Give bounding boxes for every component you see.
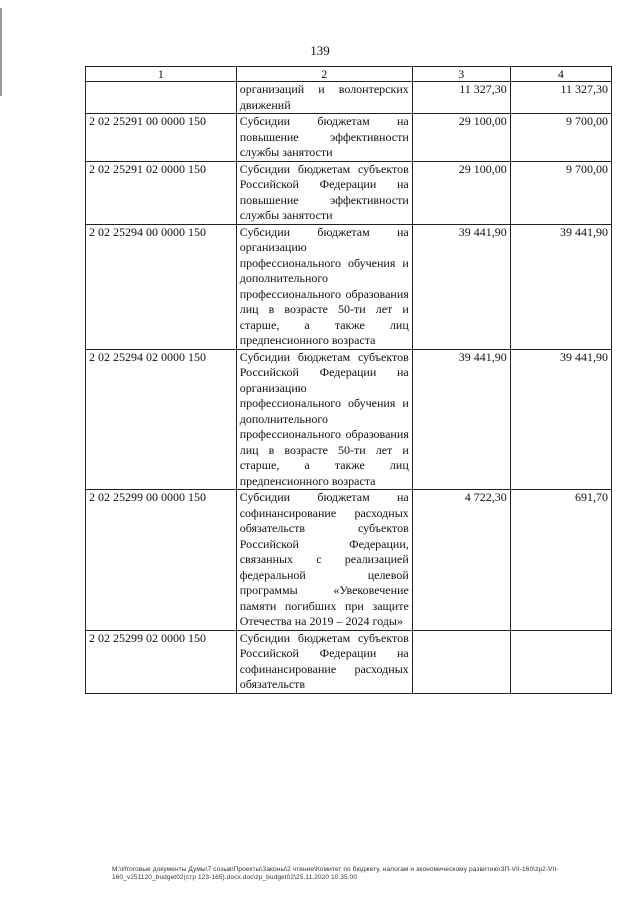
table-row	[86, 161, 612, 224]
row-code: 2 02 25299 00 0000 150	[86, 490, 237, 631]
row-code: 2 02 25294 00 0000 150	[86, 224, 237, 349]
row-name: Субсидии бюджетам на организацию профессионального обучения и дополнительного профессионального образования лиц в возрасте 50-ти лет и старше, а также лиц предпенсионного возраста	[236, 224, 412, 349]
table-row	[86, 490, 612, 631]
row-name: Субсидии бюджетам на софинансирование расходных обязательств субъектов Российской Федерации, связанных с реализацией федеральной целевой программы «Увековечение памяти погибших при защите Отечества на 2019 – 2024 годы»	[236, 490, 412, 631]
row-value-col3: 4 722,30	[412, 490, 510, 631]
header-cell: 3	[412, 67, 510, 82]
row-name: Субсидии бюджетам субъектов Российской Федерации на организацию профессионального обучения и дополнительного профессионального образования лиц в возрасте 50-ти лет и старше, а также лиц предпенсионного возраста	[236, 349, 412, 490]
row-value-col3: 39 441,90	[412, 349, 510, 490]
row-code: 2 02 25294 02 0000 150	[86, 349, 237, 490]
table-row	[86, 224, 612, 349]
file-path-footer: M:\Итоговые документы Думы\7 созыв\Проекты\Законы\2 чтение\Комитет по бюджету, налогам и экономическому развитию\ЗП-VII-160\zp2-VII-160_v251120_budget02(стр 123-165).docx.doc\zp_budget02\25.11.2020 10.35.00	[112, 866, 559, 881]
row-name: Субсидии бюджетам субъектов Российской Федерации на софинансирование расходных обязательств	[236, 630, 412, 693]
table-header-row	[86, 67, 612, 82]
table-row	[86, 349, 612, 490]
row-value-col3	[412, 630, 510, 693]
header-cell: 4	[510, 67, 611, 82]
page-number: 139	[310, 43, 330, 58]
row-code: 2 02 25291 00 0000 150	[86, 114, 237, 162]
row-name: Субсидии бюджетам на повышение эффективности службы занятости	[236, 114, 412, 162]
table-row	[86, 114, 612, 162]
table-row	[86, 630, 612, 693]
budget-table	[85, 66, 612, 694]
row-code	[86, 82, 237, 114]
table-row	[86, 82, 612, 114]
row-code: 2 02 25291 02 0000 150	[86, 161, 237, 224]
row-value-col3: 39 441,90	[412, 224, 510, 349]
row-value-col3: 29 100,00	[412, 161, 510, 224]
row-value-col4: 39 441,90	[510, 349, 611, 490]
row-value-col4	[510, 630, 611, 693]
row-code: 2 02 25299 02 0000 150	[86, 630, 237, 693]
row-name: организаций и волонтерских движений	[236, 82, 412, 114]
row-value-col4: 9 700,00	[510, 114, 611, 162]
row-value-col4: 11 327,30	[510, 82, 611, 114]
row-name: Субсидии бюджетам субъектов Российской Федерации на повышение эффективности службы занятости	[236, 161, 412, 224]
row-value-col4: 9 700,00	[510, 161, 611, 224]
row-value-col4: 39 441,90	[510, 224, 611, 349]
header-cell: 2	[236, 67, 412, 82]
row-value-col4: 691,70	[510, 490, 611, 631]
row-value-col3: 29 100,00	[412, 114, 510, 162]
header-cell: 1	[86, 67, 237, 82]
row-value-col3: 11 327,30	[412, 82, 510, 114]
